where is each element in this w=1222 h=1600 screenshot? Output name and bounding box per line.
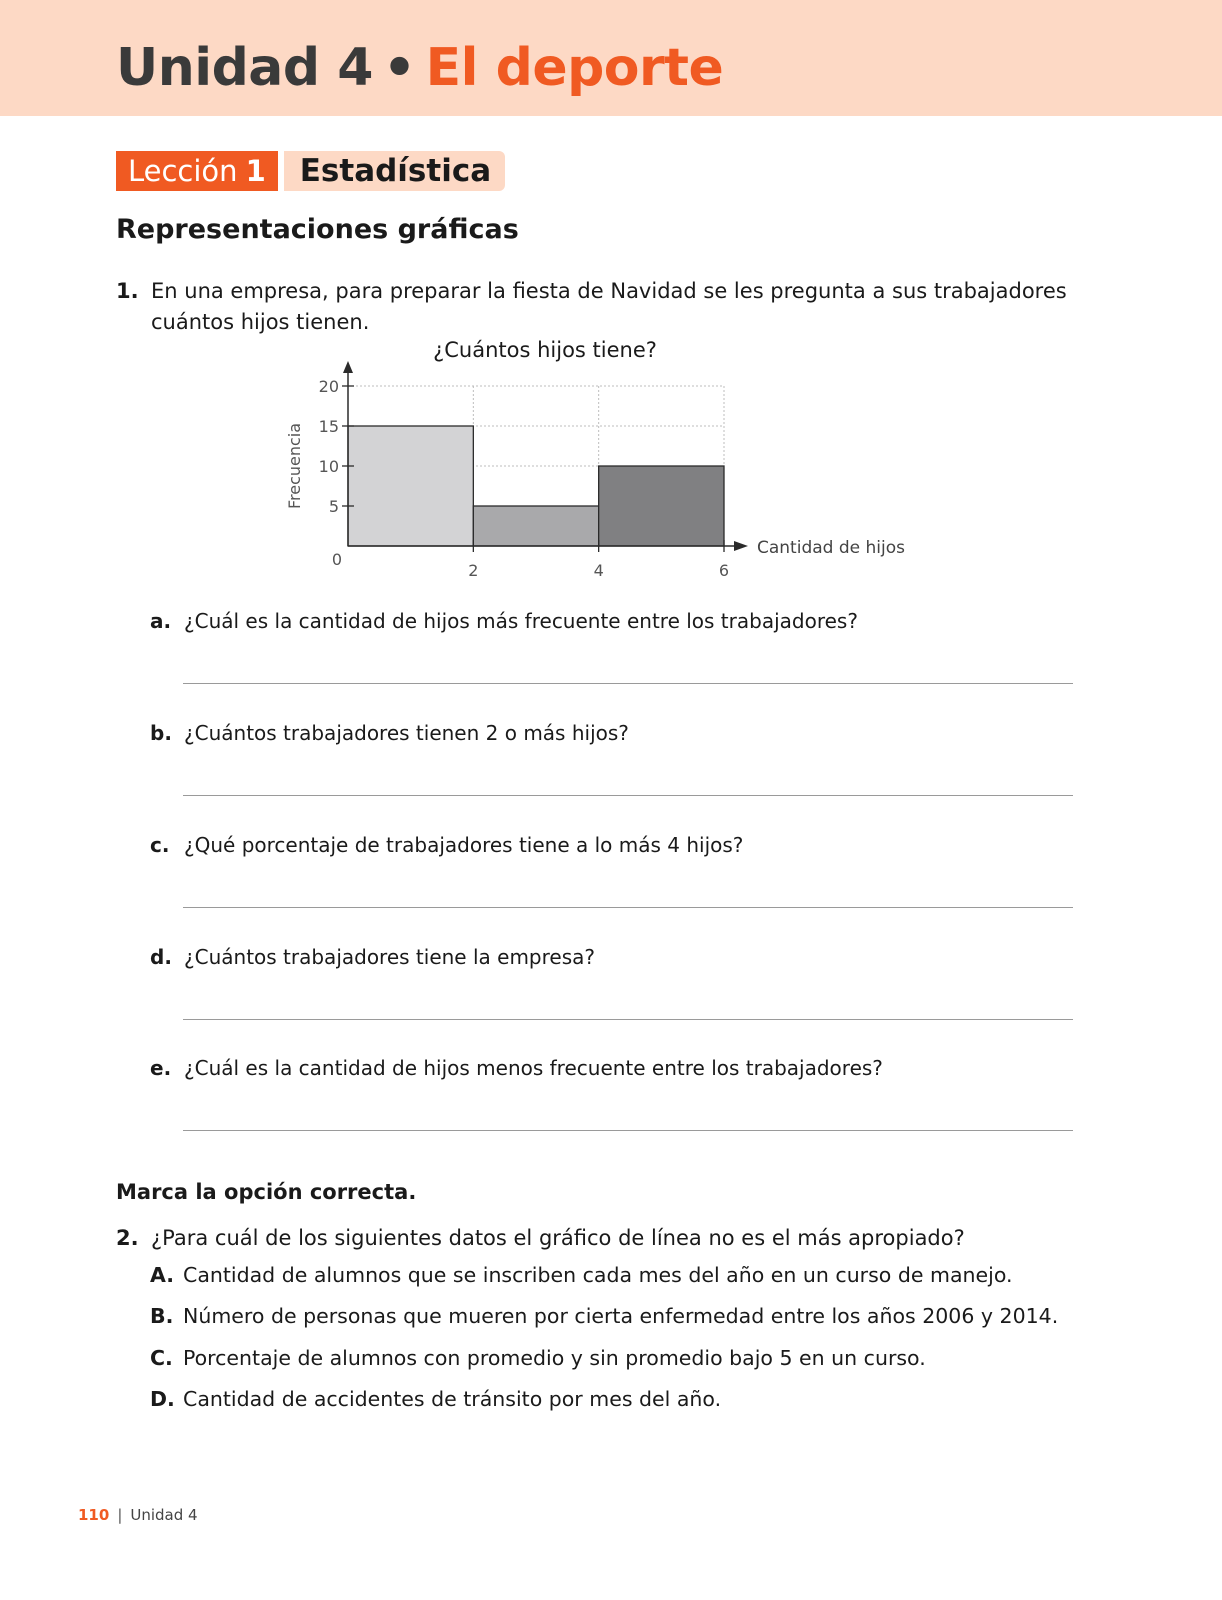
unit-topic: El deporte (425, 38, 724, 98)
y-tick-label: 0 (331, 550, 342, 569)
answer-line[interactable] (183, 907, 1073, 908)
subquestion-label: a. (150, 609, 172, 633)
subquestion-text: ¿Cuál es la cantidad de hijos menos frecuente entre los trabajadores? (184, 1056, 883, 1080)
option-label: A. (150, 1263, 175, 1287)
y-tick-label: 10 (318, 457, 339, 476)
answer-line[interactable] (183, 1130, 1073, 1131)
title-separator: • (382, 38, 416, 98)
y-tick-label: 5 (328, 497, 339, 516)
option-label: B. (150, 1304, 174, 1328)
answer-line[interactable] (183, 1019, 1073, 1020)
question-1 (116, 276, 1076, 338)
subquestion-label: c. (150, 833, 170, 857)
histogram-bar (473, 506, 598, 546)
subquestion-text: ¿Cuál es la cantidad de hijos más frecuente entre los trabajadores? (184, 609, 858, 633)
lesson-title: Estadística (284, 151, 505, 191)
footer-divider: | (117, 1506, 123, 1524)
lesson-label: Lección (128, 154, 238, 188)
option-text: Número de personas que mueren por cierta enfermedad entre los años 2006 y 2014. (183, 1304, 1059, 1328)
histogram-bar (348, 426, 473, 546)
subquestion-text: ¿Cuántos trabajadores tienen 2 o más hijos? (184, 721, 629, 745)
subquestion-label: b. (150, 721, 172, 745)
histogram-chart (280, 355, 920, 590)
y-tick-label: 20 (318, 377, 339, 396)
question-1-text: En una empresa, para preparar la fiesta de Navidad se les pregunta a sus trabajadores cuántos hijos tienen. (151, 279, 1067, 334)
x-tick-label: 4 (593, 561, 604, 580)
subquestion-label: e. (150, 1056, 172, 1080)
footer-unit: Unidad 4 (130, 1506, 198, 1524)
option-text: Cantidad de accidentes de tránsito por mes del año. (183, 1387, 722, 1411)
instruction-title: Marca la opción correcta. (116, 1180, 417, 1204)
unit-label: Unidad 4 (116, 38, 373, 98)
question-2 (116, 1226, 965, 1250)
lesson-heading (116, 151, 505, 191)
chart-title: ¿Cuántos hijos tiene? (433, 338, 657, 362)
option-label: D. (150, 1387, 175, 1411)
subquestion-label: d. (150, 945, 172, 969)
lesson-badge (116, 151, 278, 191)
histogram-bar (599, 466, 724, 546)
answer-line[interactable] (183, 795, 1073, 796)
y-axis-label: Frecuencia (285, 422, 304, 510)
option-text: Cantidad de alumnos que se inscriben cada mes del año en un curso de manejo. (183, 1263, 1013, 1287)
x-tick-label: 6 (718, 561, 730, 580)
option-text: Porcentaje de alumnos con promedio y sin promedio bajo 5 en un curso. (183, 1346, 926, 1370)
x-axis-label: Cantidad de hijos (757, 538, 905, 558)
question-1-number: 1. (116, 279, 139, 303)
section-title: Representaciones gráficas (116, 214, 519, 245)
y-tick-label: 15 (318, 417, 339, 436)
question-2-number: 2. (116, 1226, 139, 1250)
x-axis-arrow (734, 541, 748, 551)
page-footer (78, 1506, 198, 1524)
x-tick-label: 2 (468, 561, 479, 580)
page-number: 110 (78, 1506, 110, 1524)
option-label: C. (150, 1346, 173, 1370)
unit-title (116, 38, 723, 98)
subquestion-text: ¿Cuántos trabajadores tiene la empresa? (184, 945, 595, 969)
subquestion-text: ¿Qué porcentaje de trabajadores tiene a lo más 4 hijos? (184, 833, 744, 857)
question-2-text: ¿Para cuál de los siguientes datos el gráfico de línea no es el más apropiado? (151, 1226, 965, 1250)
answer-line[interactable] (183, 683, 1073, 684)
y-axis-arrow (343, 361, 353, 373)
lesson-number: 1 (245, 154, 266, 188)
